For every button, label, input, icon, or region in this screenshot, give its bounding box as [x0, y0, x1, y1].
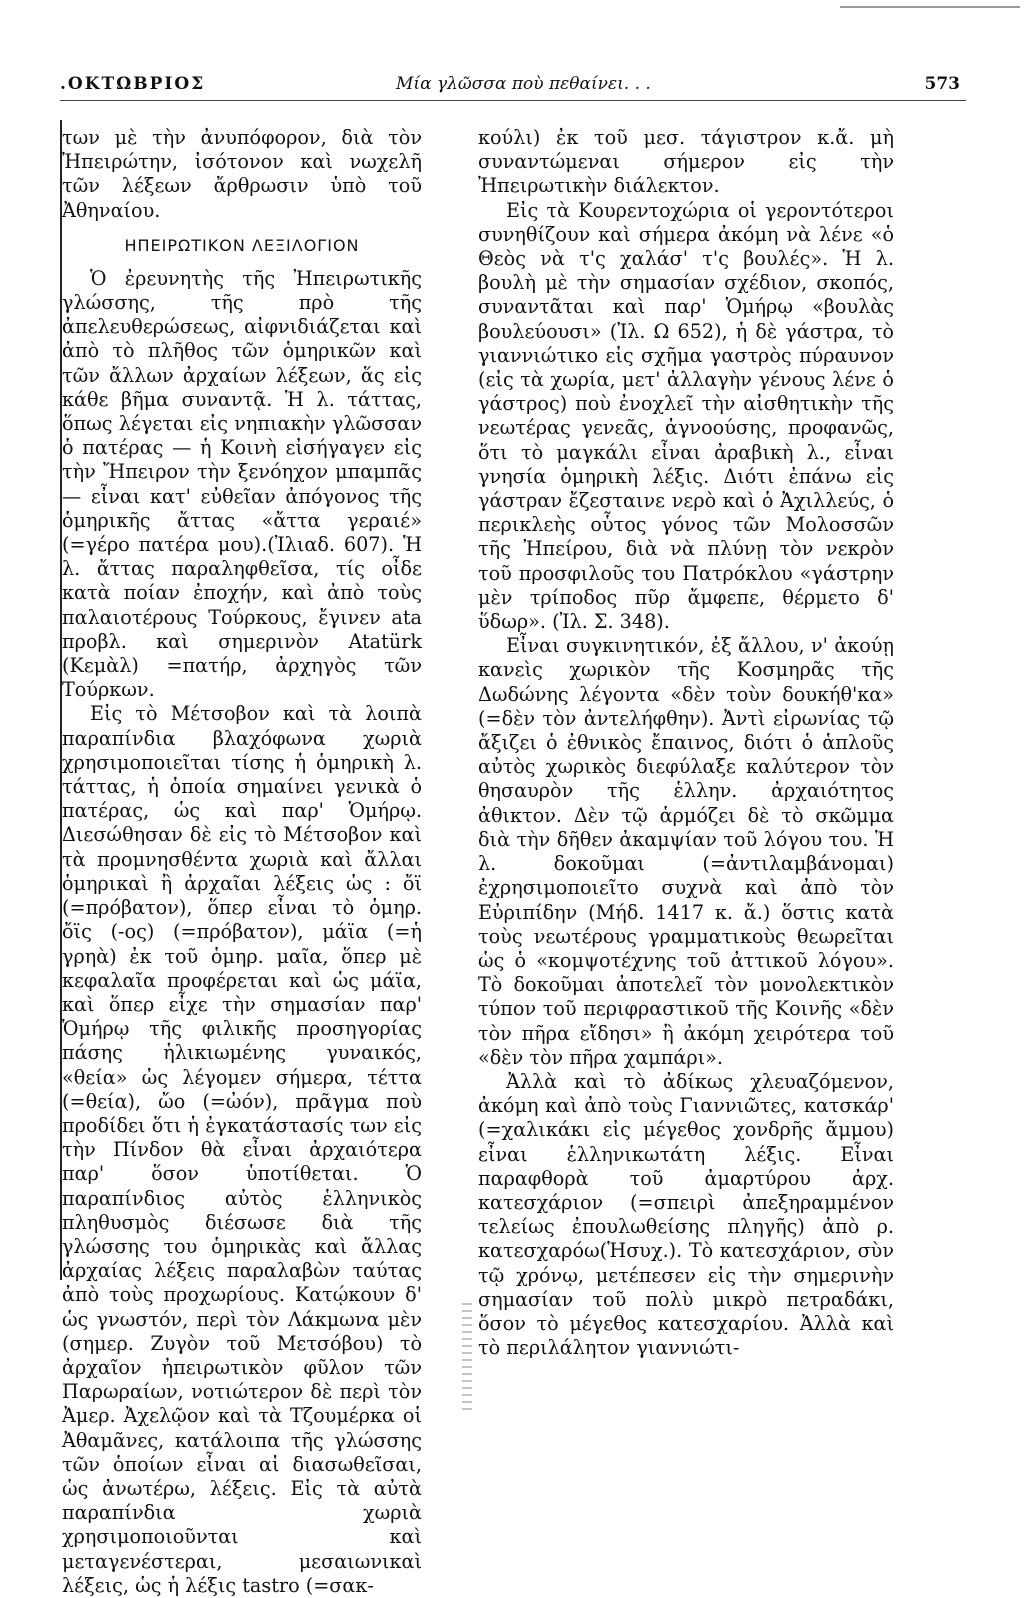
left-paragraph-2: Ὁ ἐρευνητὴς τῆς Ἠπειρωτικῆς γλώσσης, τῆς πρὸ τῆς ἀπελευθερώσεως, αἰφνιδιάζεται καὶ ἀπὸ τὸ πλῆθος τῶν ὁμηρικῶν καὶ τῶν ἄλλων ἀρχαίων λέξεων, ἅς εἰς κάθε βῆμα συναντᾷ. Ἡ λ. τάττας, ὅπως λέγεται εἰς νηπιακὴν γλῶσσαν ὁ πατέρας — ἡ Κοινὴ εἰσήγαγεν εἰς τὴν Ἤπειρον τὴν ξενόηχον μπαμπᾶς — εἶναι κατ' εὐθεῖαν ἀπόγονος τῆς ὁμηρικῆς ἄττας «ἄττα γεραιέ» (=γέρο πατέρα μου).(Ἰλιαδ. 607). Ἡ λ. ἄττας παραληφθεῖσα, τίς οἶδε κατὰ ποίαν ἐποχήν, καὶ ἀπὸ τοὺς παλαιοτέρους Τούρκους, ἔγινεν ata προβλ. καὶ σημερινὸν Atatürk (Κεμὰλ) =πατήρ, ἀρχηγὸς τῶν Τούρκων.: [62, 266, 422, 702]
left-paragraph-3: Εἰς τὸ Μέτσοβον καὶ τὰ λοιπὰ παραπίνδια βλαχόφωνα χωριὰ χρησιμοποιεῖται τίσης ἡ ὁμηρικὴ λ. τάττας, ἡ ὁποία σημαίνει γενικὰ ὁ πατέρας, ὡς καὶ παρ' Ὁμήρῳ. Διεσώθησαν δὲ εἰς τὸ Μέτσοβον καὶ τὰ προμνησθέντα χωριὰ καὶ ἄλλαι ὁμηρικαὶ ἢ ἀρχαῖαι λέξεις ὡς : ὄϊ (=πρόβατον), ὅπερ εἶναι τὸ ὁμηρ. ὄϊς (-ος) (=πρόβατον), μάϊα (=ἡ γρηὰ) ἐκ τοῦ ὁμηρ. μαῖα, ὅπερ μὲ κεφαλαῖα προφέρεται καὶ ὡς μάϊα, καὶ ὅπερ εἶχε τὴν σημασίαν παρ' Ὁμήρῳ τῆς φιλικῆς προσηγορίας πάσης ἡλικιωμένης γυναικός, «θεία» ὡς λέγομεν σήμερα, τέττα (=θεία), ὤο (=ὠόν), πρᾶγμα ποὺ προδίδει ὅτι ἡ ἐγκατάστασίς των εἰς τὴν Πίνδον θὰ εἶναι ἀρχαιότερα παρ' ὅσον ὑποτίθεται. Ὁ παραπίνδιος αὐτὸς ἑλληνικὸς πληθυσμὸς διέσωσε διὰ τῆς γλώσσης του ὁμηρικὰς καὶ ἄλλας ἀρχαίας λέξεις παραλαβὼν ταύτας ἀπὸ τοὺς προχωρίους. Κατῴκουν δ' ὡς γνωστόν, περὶ τὸν Λάκμωνα μὲν (σημερ. Ζυγὸν τοῦ Μετσόβου) τὸ ἀρχαῖον ἠπειρωτικὸν φῦλον τῶν Παρωραίων, νοτιώτερον δὲ περὶ τὸν Ἀμερ. Ἀχελῷον καὶ τὰ Τζουμέρκα οἱ Ἀθαμᾶνες, κατάλοιπα τῆς γλώσσης τῶν ὁποίων εἶναι αἱ διασωθεῖσαι, ὡς ἀνωτέρω, λέξεις. Εἰς τὰ αὐτὰ παραπίνδια χωριὰ χρησιμοποιοῦνται καὶ μεταγενέστεραι, μεσαιωνικαὶ λέξεις, ὡς ἡ λέξις tastro (=σακ-: [62, 702, 422, 1597]
section-title: ΗΠΕΙΡΩΤΙΚΟΝ ΛΕΞΙΛΟΓΙΟΝ: [124, 235, 360, 255]
page-number: 573: [924, 74, 960, 94]
left-column: [62, 126, 422, 1598]
right-paragraph-3: Εἶναι συγκινητικόν, ἐξ ἄλλου, ν' ἀκούῃ κανεὶς χωρικὸν τῆς Κοσμηρᾶς τῆς Δωδώνης λέγοντα «δὲν τοὺν δουκήθ'κα» (=δὲν τὸν ἀντελήφθην). Ἀντὶ εἰρωνίας τῷ ἄξιζει ὁ ἐθνικὸς ἔπαινος, διότι ὁ ἁπλοῦς αὐτὸς χωρικὸς διεφύλαξε καλύτερον τὸν θησαυρὸν τῆς ἑλλην. ἀρχαιότητος ἀθικτον. Δὲν τῷ ἁρμόζει δὲ τὸ σκῶμμα διὰ τὴν δῆθεν ἀκαμψίαν τοῦ λόγου του. Ἡ λ. δοκοῦμαι (=ἀντιλαμβάνομαι) ἐχρησιμοποιεῖτο συχνὰ καὶ ἀπὸ τὸν Εὐριπίδην (Μήδ. 1417 κ. ἄ.) ὅστις κατὰ τοὺς νεωτέρους γραμματικοὺς θεωρεῖται ὡς ὁ «κομψοτέχνης τοῦ ἀττικοῦ λόγου». Τὸ δοκοῦμαι ἀποτελεῖ τὸν μονολεκτικὸν τύπον τοῦ περιφραστικοῦ τῆς Κοινῆς «δὲν τὸν πῆρα εἴδησι» ἢ ἀκόμη χειρότερα τοῦ «δὲν τὸν πῆρα χαμπάρι».: [478, 634, 894, 1069]
left-binding-edge: [60, 120, 62, 1280]
top-scan-mark: [840, 6, 1020, 8]
scan-stain: [462, 1300, 472, 1410]
right-paragraph-2: Εἰς τὰ Κουρεντοχώρια οἱ γεροντότεροι συνηθίζουν καὶ σήμερα ἀκόμη νὰ λένε «ὁ Θεὸς νὰ τ'ς χαλάσ' τ'ς βουλές». Ἡ λ. βουλὴ μὲ τὴν σημασίαν σχέδιον, σκοπός, συναντᾶται καὶ παρ' Ὁμήρῳ «βουλὰς βουλεύουσι» (Ἰλ. Ω 652), ἡ δὲ γάστρα, τὸ γιαννιώτικο εἰς σχῆμα γαστρὸς πύραυνον (εἰς τὰ χωρία, μετ' ἀλλαγὴν γένους λένε ὁ γάστρος) ποὺ ἐνοχλεῖ τὴν αἰσθητικὴν τῆς νεωτέρας γενεᾶς, ἀγνοούσης, προφανῶς, ὅτι τὸ μαγκάλι εἶναι ἀραβικὴ λ., εἶναι γνησία ὁμηρικὴ λέξις. Διότι ἐπάνω εἰς γάστραν ἔζεσταινε νερὸ καὶ ὁ Ἀχιλλεύς, ὁ περικλεὴς οὗτος γόνος τῶν Μολοσσῶν τῆς Ἠπείρου, διὰ νὰ πλύνῃ τὸν νεκρὸν τοῦ προσφιλοῦς του Πατρόκλου «γάστρην μὲν τρίποδος πῦρ ἄμφεπε, θέρμετο δ' ὕδωρ». (Ἰλ. Σ. 348).: [478, 198, 894, 634]
header-rule: [60, 100, 966, 101]
right-paragraph-4: Ἀλλὰ καὶ τὸ ἀδίκως χλευαζόμενον, ἀκόμη καὶ ἀπὸ τοὺς Γιαννιῶτες, κατσκάρ' (=χαλικάκι εἰς μέγεθος χονδρῆς ἄμμου) εἶναι ἑλληνικωτάτη λέξις. Εἶναι παραφθορὰ τοῦ ἀμαρτύρου ἀρχ. κατεσχάριον (=σπειρὶ ἀπεξηραμμένον τελείως ἐπουλωθείσης πληγῆς) ἀπὸ ρ. κατεσχαρόω(Ἡσυχ.). Τὸ κατεσχάριον, σὺν τῷ χρόνῳ, μετέπεσεν εἰς τὴν σημερινὴν σημασίαν τοῦ πολὺ μικρὸ πετραδάκι, ὅσον τὸ μέγεθος κατεσχαρίου. Ἀλλὰ καὶ τὸ περιλάλητον γιαννιώτι-: [478, 1069, 894, 1360]
running-head-month: .ΟΚΤΩΒΡΙΟΣ: [60, 74, 206, 94]
right-paragraph-1: κούλι) ἐκ τοῦ μεσ. τάγιστρον κ.ἄ. μὴ συναντώμεναι σήμερον εἰς τὴν Ἠπειρωτικὴν διάλεκτον.: [478, 126, 894, 198]
right-column: [478, 126, 894, 1360]
left-paragraph-1: των μὲ τὴν ἀνυπόφορον, διὰ τὸν Ἠπειρώτην, ἰσότονον καὶ νωχελῆ τῶν λέξεων ἄρθρωσιν ὑπὸ τοῦ Ἀθηναίου.: [62, 126, 422, 222]
running-head-title: Μία γλῶσσα ποὺ πεθαίνει. . .: [396, 74, 651, 94]
